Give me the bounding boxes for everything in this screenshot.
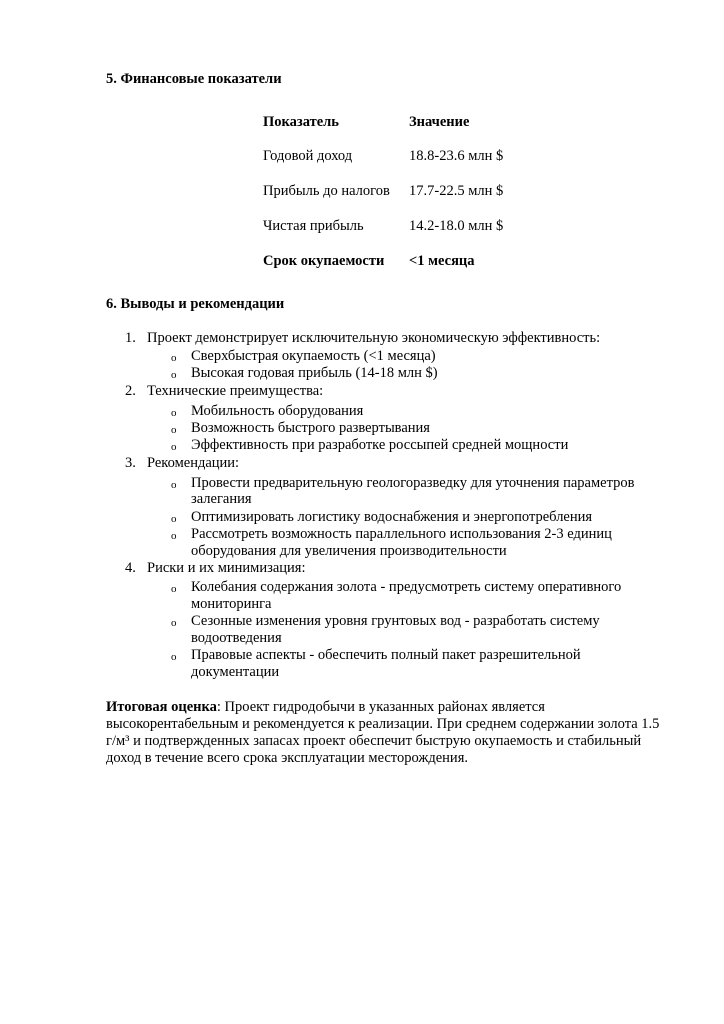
- sub-list-item: Возможность быстрого развертывания: [191, 420, 430, 436]
- sub-list-item-continuation: водоотведения: [191, 630, 282, 646]
- bullet-icon: o: [171, 441, 177, 453]
- section6-heading: 6. Выводы и рекомендации: [106, 296, 285, 312]
- list-number: 1.: [125, 330, 136, 346]
- sub-list-item-continuation: мониторинга: [191, 596, 272, 612]
- bullet-icon: o: [171, 651, 177, 663]
- sub-list-item: Сезонные изменения уровня грунтовых вод - разработать систему: [191, 613, 600, 629]
- table-header-value: Значение: [409, 114, 470, 130]
- bullet-icon: o: [171, 583, 177, 595]
- sub-list-item: Провести предварительную геологоразведку для уточнения параметров: [191, 475, 635, 491]
- list-number: 2.: [125, 383, 136, 399]
- list-item: Технические преимущества:: [147, 383, 324, 399]
- sub-list-item: Оптимизировать логистику водоснабжения и энергопотребления: [191, 509, 593, 525]
- list-item: Рекомендации:: [147, 455, 240, 471]
- summary-line: г/м³ и подтвержденных запасах проект обеспечит быструю окупаемость и стабильный: [106, 733, 642, 749]
- sub-list-item: Мобильность оборудования: [191, 403, 364, 419]
- bullet-icon: o: [171, 407, 177, 419]
- bullet-icon: o: [171, 352, 177, 364]
- bullet-icon: o: [171, 513, 177, 525]
- list-number: 4.: [125, 560, 136, 576]
- bullet-icon: o: [171, 424, 177, 436]
- table-cell: Годовой доход: [263, 148, 353, 164]
- table-cell: Срок окупаемости: [263, 253, 385, 269]
- sub-list-item: Эффективность при разработке россыпей средней мощности: [191, 437, 569, 453]
- list-item: Риски и их минимизация:: [147, 560, 306, 576]
- table-cell: 17.7-22.5 млн $: [409, 183, 504, 199]
- sub-list-item: Рассмотреть возможность параллельного использования 2-3 единиц: [191, 526, 612, 542]
- bullet-icon: o: [171, 479, 177, 491]
- sub-list-item: Высокая годовая прибыль (14-18 млн $): [191, 365, 438, 381]
- table-cell: <1 месяца: [409, 253, 475, 269]
- list-number: 3.: [125, 455, 136, 471]
- bullet-icon: o: [171, 369, 177, 381]
- list-item: Проект демонстрирует исключительную экономическую эффективность:: [147, 330, 601, 346]
- sub-list-item-continuation: документации: [191, 664, 280, 680]
- table-cell: 14.2-18.0 млн $: [409, 218, 504, 234]
- sub-list-item: Сверхбыстрая окупаемость (<1 месяца): [191, 348, 436, 364]
- bullet-icon: o: [171, 617, 177, 629]
- sub-list-item: Колебания содержания золота - предусмотреть систему оперативного: [191, 579, 622, 595]
- summary-label: Итоговая оценка: [106, 699, 217, 715]
- summary-line-1: [106, 699, 545, 716]
- sub-list-item-continuation: оборудования для увеличения производительности: [191, 543, 507, 559]
- sub-list-item-continuation: залегания: [191, 491, 252, 507]
- table-cell: 18.8-23.6 млн $: [409, 148, 504, 164]
- bullet-icon: o: [171, 530, 177, 542]
- section5-heading: 5. Финансовые показатели: [106, 71, 282, 87]
- summary-line: доход в течение всего срока эксплуатации месторождения.: [106, 750, 468, 766]
- sub-list-item: Правовые аспекты - обеспечить полный пакет разрешительной: [191, 647, 581, 663]
- summary-text: : Проект гидродобычи в указанных районах является: [216, 699, 545, 715]
- table-cell: Чистая прибыль: [263, 218, 364, 234]
- table-header-indicator: Показатель: [263, 114, 339, 130]
- table-cell: Прибыль до налогов: [263, 183, 390, 199]
- summary-line: высокорентабельным и рекомендуется к реализации. При среднем содержании золота 1.5: [106, 716, 660, 732]
